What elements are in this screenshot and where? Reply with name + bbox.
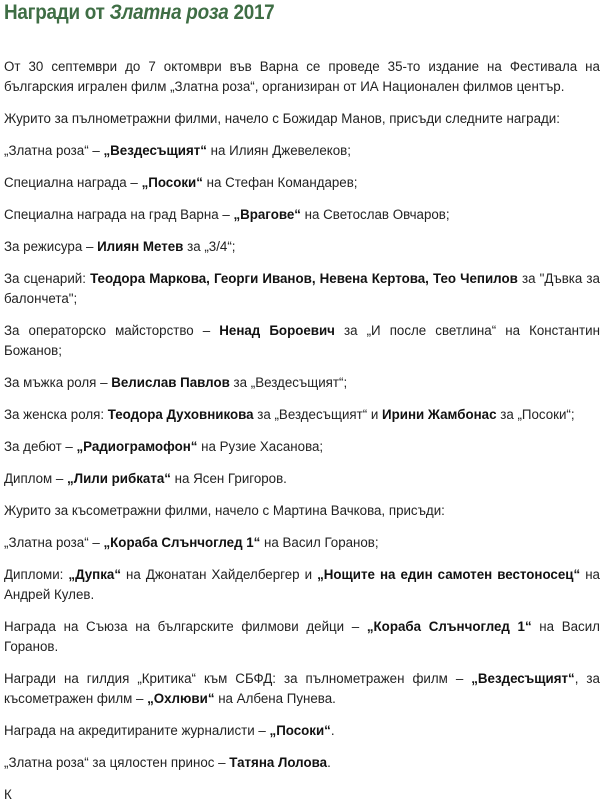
award-paragraph (4, 721, 600, 741)
paragraph-text: „Златна роза“ за цялостен принос – (4, 755, 230, 771)
award-paragraph (4, 57, 600, 97)
title-prefix: Награди от (4, 1, 110, 24)
bold-award-text: „Лили рибката“ (67, 471, 171, 487)
bold-award-text: Ирини Жамбонас (382, 407, 497, 423)
award-paragraph (4, 205, 600, 225)
award-paragraph (4, 437, 600, 457)
award-paragraph (4, 237, 600, 257)
bold-award-text: Илиян Метев (97, 239, 184, 255)
paragraph-text: за „И после светлина“ на Константин Божанов; (4, 323, 600, 359)
article-title (4, 1, 274, 25)
paragraph-text: За режисура – (4, 239, 98, 255)
paragraph-text: на Стефан Командарев; (202, 175, 358, 191)
award-paragraph (4, 785, 600, 805)
paragraph-text: За сценарий: (4, 271, 91, 287)
title-year: 2017 (228, 1, 275, 24)
bold-award-text: Теодора Маркова, Георги Иванов, Невена Кертова, Тео Чепилов (90, 271, 518, 287)
title-festival-name: Златна роза (109, 1, 229, 24)
paragraph-text: За операторско майсторство – (4, 323, 220, 339)
paragraph-text: на Джонатан Хайделбергер и (121, 567, 318, 583)
paragraph-text: на Васил Горанов; (260, 535, 379, 551)
bold-award-text: „Вездесъщият“ (471, 671, 575, 687)
paragraph-text: за „Посоки“; (496, 407, 575, 423)
paragraph-text: . (327, 755, 331, 771)
award-paragraph (4, 469, 600, 489)
paragraph-text: на Рузие Хасанова; (197, 439, 324, 455)
paragraph-text: на Светослав Овчаров; (300, 207, 450, 223)
award-paragraph (4, 501, 600, 521)
paragraph-text: Специална награда на град Варна – (4, 207, 234, 223)
bold-award-text: „Вездесъщият“ (103, 143, 207, 159)
award-paragraph (4, 141, 600, 161)
bold-award-text: Теодора Духовникова (107, 407, 254, 423)
bold-award-text: Татяна Лолова (229, 755, 328, 771)
paragraph-text: Награда на Съюза на българските филмови дейци – (4, 619, 367, 635)
paragraph-text: на Андрей Кулев. (4, 567, 600, 603)
bold-award-text: „Нощите на един самотен вестоносец“ (317, 567, 581, 583)
paragraph-text: „Златна роза“ – (4, 143, 104, 159)
award-paragraph (4, 533, 600, 553)
paragraph-text: Награда на акредитираните журналисти – (4, 723, 270, 739)
award-paragraph (4, 321, 600, 361)
bold-award-text: Ненад Бороевич (219, 323, 335, 339)
paragraph-text: „Златна роза“ – (4, 535, 104, 551)
bold-award-text: „Посоки“ (269, 723, 331, 739)
paragraph-text: От 30 септември до 7 октомври във Варна се проведе 35-то издание на Фестивала на българския игрален филм „Златна роза“, организиран от ИА Национален филмов център. (4, 59, 600, 95)
paragraph-text: за "Дъвка за балончета"; (4, 271, 600, 307)
bold-award-text: „Кораба Слънчоглед 1“ (366, 619, 532, 635)
paragraph-text: За мъжка роля – (4, 375, 112, 391)
bold-award-text: „Посоки“ (141, 175, 203, 191)
award-paragraph (4, 269, 600, 309)
award-paragraph (4, 565, 600, 605)
paragraph-text: К (4, 787, 12, 803)
paragraph-text: Журито за пълнометражни филми, начело с Божидар Манов, присъди следните награди: (4, 111, 560, 127)
bold-award-text: „Врагове“ (233, 207, 301, 223)
paragraph-text: на Албена Пунева. (214, 691, 336, 707)
paragraph-text: Награди на гилдия „Критика“ към СБФД: за пълнометражен филм – (4, 671, 472, 687)
paragraph-text: за „Вездесъщият“ и (253, 407, 383, 423)
paragraph-text: за „3/4“; (183, 239, 236, 255)
paragraph-text: Дипломи: (4, 567, 69, 583)
paragraph-text: на Илиян Джевелеков; (206, 143, 351, 159)
award-paragraph (4, 669, 600, 709)
award-paragraph (4, 109, 600, 129)
paragraph-text: , за късометражен филм – (4, 671, 600, 707)
award-paragraph (4, 405, 600, 425)
award-paragraph (4, 617, 600, 657)
article-body (4, 57, 600, 805)
award-paragraph (4, 753, 600, 773)
paragraph-text: за „Вездесъщият“; (229, 375, 348, 391)
bold-award-text: „Радиограмофон“ (76, 439, 198, 455)
paragraph-text: на Васил Горанов. (4, 619, 600, 655)
bold-award-text: „Охлюви“ (147, 691, 215, 707)
paragraph-text: Диплом – (4, 471, 68, 487)
bold-award-text: „Кораба Слънчоглед 1“ (103, 535, 261, 551)
award-paragraph (4, 373, 600, 393)
paragraph-text: Журито за късометражни филми, начело с Мартина Вачкова, присъди: (4, 503, 445, 519)
bold-award-text: Велислав Павлов (111, 375, 230, 391)
paragraph-text: . (330, 723, 335, 739)
award-paragraph (4, 173, 600, 193)
paragraph-text: За женска роля: (4, 407, 108, 423)
paragraph-text: на Ясен Григоров. (170, 471, 287, 487)
paragraph-text: За дебют – (4, 439, 77, 455)
paragraph-text: Специална награда – (4, 175, 142, 191)
bold-award-text: „Дупка“ (68, 567, 122, 583)
